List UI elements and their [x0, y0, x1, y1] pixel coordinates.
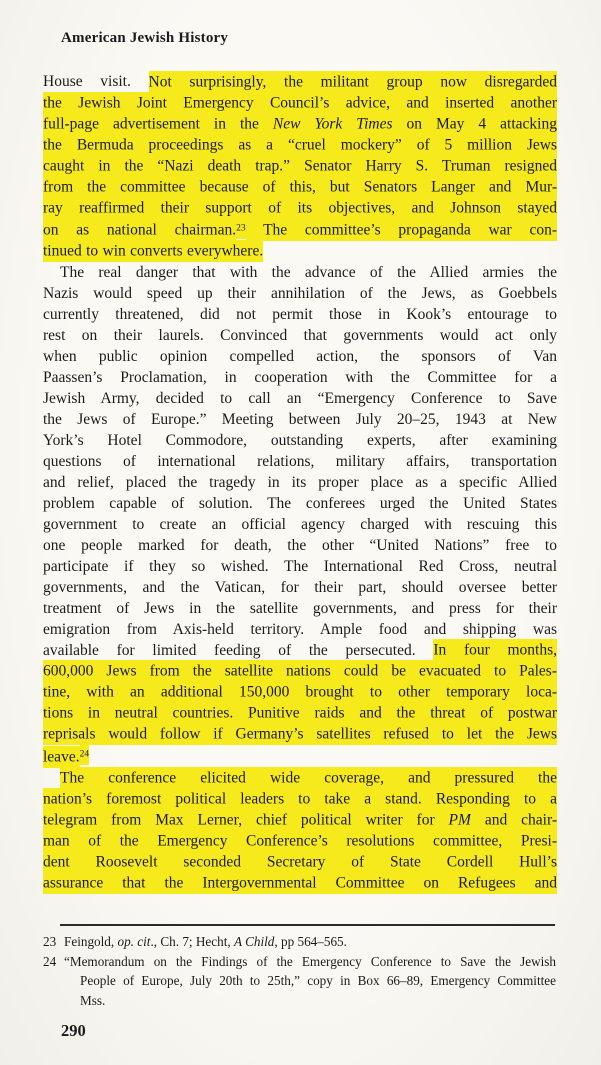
text-line: [43, 661, 557, 682]
highlighted-text-run: leave.: [43, 746, 80, 768]
text-line: [43, 724, 557, 745]
text-line: [43, 556, 557, 577]
paragraph: [43, 262, 557, 768]
text-run: one people marked for death, the other “United Nations” free to: [43, 536, 557, 554]
text-run: treatment of Jews in the satellite governments, and press for their: [43, 599, 557, 617]
text-line: [43, 872, 557, 893]
highlighted-text-run: the Jewish Joint Emergency Council’s advice, and inserted another: [43, 92, 557, 114]
highlighted-text-run: caught in the “Nazi death trap.” Senator Harry S. Truman resigned: [43, 155, 557, 177]
text-line: [43, 283, 557, 304]
highlighted-text-run: PM: [449, 809, 471, 831]
text-line: [43, 241, 557, 262]
text-run: ., Ch. 7; Hecht,: [150, 934, 234, 949]
text-run: op. cit: [117, 934, 151, 949]
highlighted-text-run: 24: [80, 744, 90, 765]
highlighted-text-run: reprisals would follow if Germany’s satellites refused to let the Jews: [43, 723, 557, 745]
highlighted-text-run: nation’s foremost political leaders to take a stand. Responding to a: [43, 788, 557, 810]
text-run: currently threatened, did not permit those in Kook’s entourage to: [43, 305, 557, 323]
text-line: [43, 788, 557, 809]
highlighted-text-run: The conference elicited wide coverage, and pressured the: [60, 767, 557, 789]
highlighted-text-run: tinued to win converts everywhere.: [43, 240, 263, 262]
highlighted-text-run: telegram from Max Lerner, chief political writer for: [43, 809, 449, 831]
text-line: [43, 472, 557, 493]
highlighted-text-run: from the committee because of this, but Senators Langer and Mur-: [43, 176, 557, 198]
text-line: [43, 745, 557, 768]
text-run: Paassen’s Proclamation, in cooperation with the Committee for a: [43, 368, 557, 386]
text-line: [43, 851, 557, 872]
highlighted-text-run: 600,000 Jews from the satellite nations could be evacuated to Pales-: [43, 660, 557, 682]
text-line: [64, 971, 556, 991]
text-line: [43, 409, 557, 430]
text-line: [43, 134, 557, 155]
footnote-divider: [60, 924, 555, 926]
text-run: and relief, placed the tragedy in its proper place as a specific Allied: [43, 473, 557, 491]
text-run: House visit.: [43, 73, 149, 90]
text-line: [43, 451, 557, 472]
text-line: [43, 218, 557, 241]
text-line: [43, 92, 557, 113]
footnote-number: 23: [43, 934, 57, 949]
text-line: [43, 197, 557, 218]
text-line: [43, 388, 557, 409]
text-run: available for limited feeding of the persecuted.: [43, 641, 434, 659]
footnote-text: [64, 952, 556, 1011]
text-run: “Memorandum on the Findings of the Emergency Conference to Save the Jewish: [64, 953, 556, 969]
text-line: [43, 176, 557, 197]
text-line: [43, 71, 557, 92]
text-run: A Child: [233, 934, 275, 949]
text-line: [43, 535, 557, 556]
highlighted-text-run: Not surprisingly, the militant group now disregarded: [149, 71, 557, 93]
footnotes: [43, 932, 556, 1010]
text-line: [43, 346, 557, 367]
text-line: [43, 325, 557, 346]
text-line: [43, 430, 557, 451]
text-run: Feingold,: [64, 934, 118, 949]
highlighted-text-run: In four months,: [433, 639, 557, 661]
text-run: the Jews of Europe.” Meeting between July 20–25, 1943 at New: [43, 410, 557, 428]
text-run: rest on their laurels. Convinced that governments would act only: [43, 326, 557, 344]
text-run: when public opinion compelled action, the sponsors of Van: [43, 347, 557, 365]
text-line: [43, 619, 557, 640]
text-line: [43, 830, 557, 851]
highlighted-text-run: the Bermuda proceedings as a “cruel mockery” of 5 million Jews: [43, 134, 557, 156]
highlighted-text-run: The committee’s propaganda war con-: [246, 219, 557, 241]
text-run: questions of international relations, military affairs, transportation: [43, 452, 557, 470]
text-run: emigration from Axis-held territory. Ample food and shipping was: [43, 620, 557, 638]
highlighted-text-run: New York Times: [273, 113, 393, 135]
text-line: [43, 262, 557, 283]
highlighted-text-run: on May 4 attacking: [393, 113, 557, 135]
footnote: [43, 932, 556, 952]
text-line: [43, 367, 557, 388]
text-run: problem capable of solution. The conferees urged the United States: [43, 494, 557, 512]
highlighted-text-run: tions in neutral countries. Punitive raids and the threat of postwar: [43, 702, 557, 724]
highlighted-text-run: tine, with an additional 150,000 brought to other temporary loca-: [43, 681, 557, 703]
footnote-number: 24: [43, 953, 57, 969]
text-run: governments, and the Vatican, for their part, should oversee better: [43, 578, 557, 596]
text-line: [43, 304, 557, 325]
text-run: government to create an official agency charged with rescuing this: [43, 515, 557, 533]
text-line: [43, 767, 557, 788]
highlighted-text-run: man of the Emergency Conference’s resolutions committee, Presi-: [43, 830, 557, 852]
text-run: Jewish Army, decided to call an “Emergency Conference to Save: [43, 389, 557, 407]
text-line: [64, 952, 556, 972]
text-line: [64, 991, 556, 1011]
text-line: [43, 682, 557, 703]
footnote-text: [64, 932, 556, 952]
highlighted-text-run: 23: [236, 218, 246, 239]
text-line: [43, 809, 557, 830]
page-number: 290: [61, 1021, 86, 1040]
text-line: [43, 577, 557, 598]
text-run: Nazis would speed up their annihilation of the Jews, as Goebbels: [43, 284, 557, 302]
text-line: [64, 932, 556, 952]
text-line: [43, 640, 557, 661]
text-run: , pp 564–565.: [274, 934, 347, 949]
body-text: [43, 71, 557, 893]
text-line: [43, 703, 557, 724]
text-line: [43, 155, 557, 176]
text-line: [43, 493, 557, 514]
text-run: The real danger that with the advance of the Allied armies the: [60, 263, 557, 281]
footnote: [43, 952, 556, 1011]
text-line: [43, 514, 557, 535]
highlighted-text-run: on as national chairman.: [43, 219, 236, 241]
paragraph: [43, 767, 557, 893]
highlighted-text-run: full-page advertisement in the: [43, 113, 273, 135]
highlighted-text-run: dent Roosevelt seconded Secretary of State Cordell Hull’s: [43, 851, 557, 873]
running-head: American Jewish History: [61, 30, 229, 46]
highlighted-text-run: assurance that the Intergovernmental Committee on Refugees and: [43, 872, 557, 894]
paragraph: [43, 71, 557, 262]
highlighted-text-run: ray reaffirmed their support of its objectives, and Johnson stayed: [43, 197, 557, 219]
text-run: participate if they so wished. The International Red Cross, neutral: [43, 557, 557, 575]
text-line: [43, 113, 557, 134]
highlighted-text-run: and chair-: [471, 809, 557, 831]
text-run: Mss.: [80, 992, 106, 1008]
text-line: [43, 598, 557, 619]
text-run: York’s Hotel Commodore, outstanding experts, after examining: [43, 431, 557, 449]
text-run: People of Europe, July 20th to 25th,” copy in Box 66–89, Emergency Committee: [80, 973, 556, 988]
